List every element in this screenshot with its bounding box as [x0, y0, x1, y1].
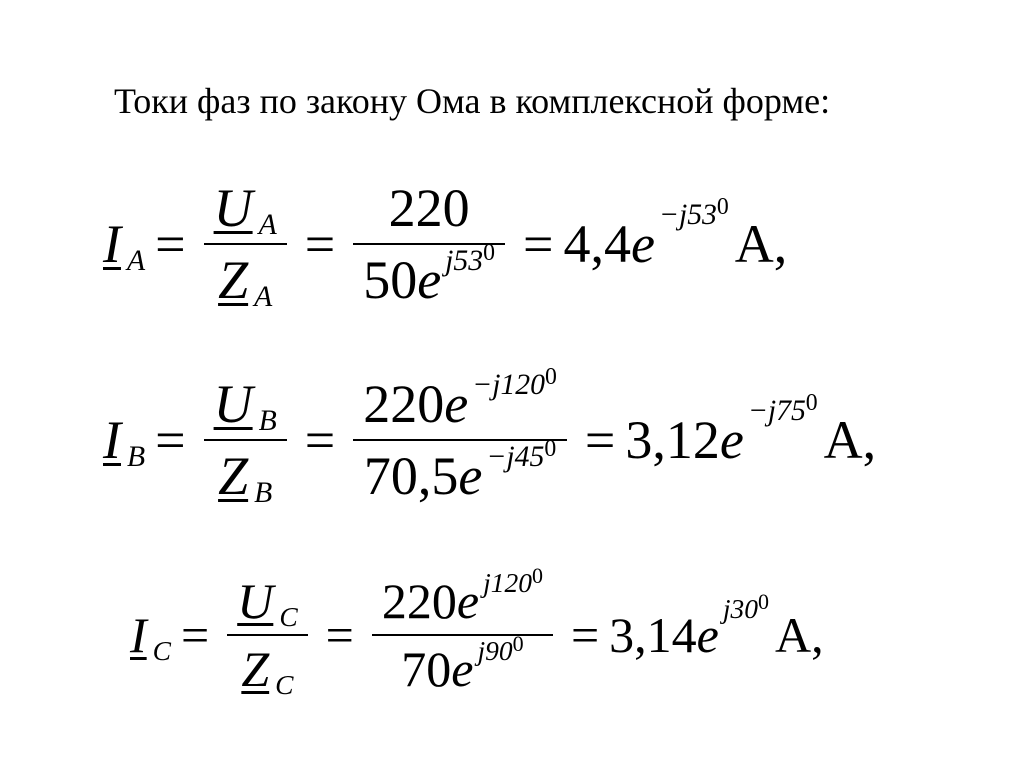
equals-sign: = — [304, 410, 336, 470]
denominator-exponent: −j45 — [486, 440, 545, 473]
numeric-fraction — [353, 364, 567, 506]
current-subscript: A — [126, 245, 146, 278]
result-value: 3,14 — [609, 607, 697, 663]
exp-base: e — [444, 374, 469, 434]
impedance-subscript: B — [254, 477, 273, 510]
equation-phase-b — [103, 364, 877, 510]
impedance-symbol: Z — [218, 250, 249, 310]
voltage-subscript: B — [258, 405, 277, 438]
equals-sign: = — [522, 214, 554, 274]
numeric-fraction — [372, 563, 553, 697]
numerator-value: 220 — [363, 374, 445, 434]
numeric-fraction — [353, 178, 505, 310]
denominator-value: 70,5 — [363, 446, 459, 506]
result-value: 3,12 — [625, 410, 720, 470]
exp-base: e — [719, 410, 744, 470]
voltage-subscript: C — [279, 600, 298, 632]
impedance-subscript: C — [275, 668, 294, 700]
exp-base: e — [451, 641, 474, 697]
numerator-exponent: j120 — [483, 566, 532, 598]
impedance-symbol: Z — [241, 641, 270, 697]
denominator-value: 70 — [401, 641, 452, 697]
symbolic-fraction — [204, 178, 287, 314]
symbolic-fraction — [204, 374, 287, 510]
degree-mark: 0 — [545, 364, 557, 391]
numerator-value: 220 — [381, 573, 457, 629]
voltage-symbol: U — [213, 178, 253, 238]
denominator-exponent: j53 — [445, 244, 484, 277]
exp-base: e — [458, 446, 483, 506]
denominator-value: 50 — [363, 250, 418, 310]
degree-mark: 0 — [531, 563, 543, 589]
numerator-value: 220 — [388, 178, 470, 238]
equals-sign: = — [181, 607, 210, 663]
current-a — [103, 214, 146, 278]
impedance-symbol: Z — [218, 446, 249, 506]
result-exponent: −j75 — [747, 394, 806, 427]
degree-mark: 0 — [805, 390, 818, 417]
degree-mark: 0 — [483, 240, 495, 267]
exp-base: e — [417, 250, 442, 310]
current-b — [103, 410, 146, 474]
numerator-exponent: −j120 — [472, 368, 545, 401]
current-symbol: I — [130, 607, 147, 663]
current-subscript: B — [126, 441, 146, 474]
unit-label: A, — [823, 410, 877, 470]
equals-sign: = — [584, 410, 616, 470]
denominator-exponent: j90 — [477, 634, 513, 666]
current-symbol: I — [103, 214, 121, 274]
degree-mark: 0 — [758, 589, 769, 615]
equation-phase-c — [130, 565, 824, 705]
result-exponent: −j53 — [658, 198, 717, 231]
exp-base: e — [630, 214, 655, 274]
degree-mark: 0 — [512, 631, 524, 657]
degree-mark: 0 — [716, 194, 729, 221]
symbolic-fraction — [227, 573, 307, 700]
result-exponent: j30 — [722, 593, 758, 625]
degree-mark: 0 — [544, 436, 557, 463]
exp-base: e — [456, 573, 480, 629]
exp-base: e — [696, 607, 719, 663]
equals-sign: = — [155, 214, 186, 274]
equals-sign: = — [325, 607, 354, 663]
slide-title: Токи фаз по закону Ома в комплексной форме: — [114, 81, 831, 121]
result-value: 4,4 — [563, 214, 631, 274]
equals-sign: = — [570, 607, 600, 663]
voltage-subscript: A — [258, 209, 277, 242]
current-subscript: C — [152, 634, 171, 666]
equals-sign: = — [155, 410, 186, 470]
unit-label: A, — [775, 607, 824, 663]
impedance-subscript: A — [254, 281, 273, 314]
voltage-symbol: U — [213, 374, 253, 434]
current-c — [130, 607, 171, 666]
equals-sign: = — [304, 214, 336, 274]
unit-label: A, — [734, 214, 788, 274]
current-symbol: I — [103, 410, 121, 470]
equation-phase-a — [103, 174, 787, 314]
voltage-symbol: U — [237, 573, 274, 629]
